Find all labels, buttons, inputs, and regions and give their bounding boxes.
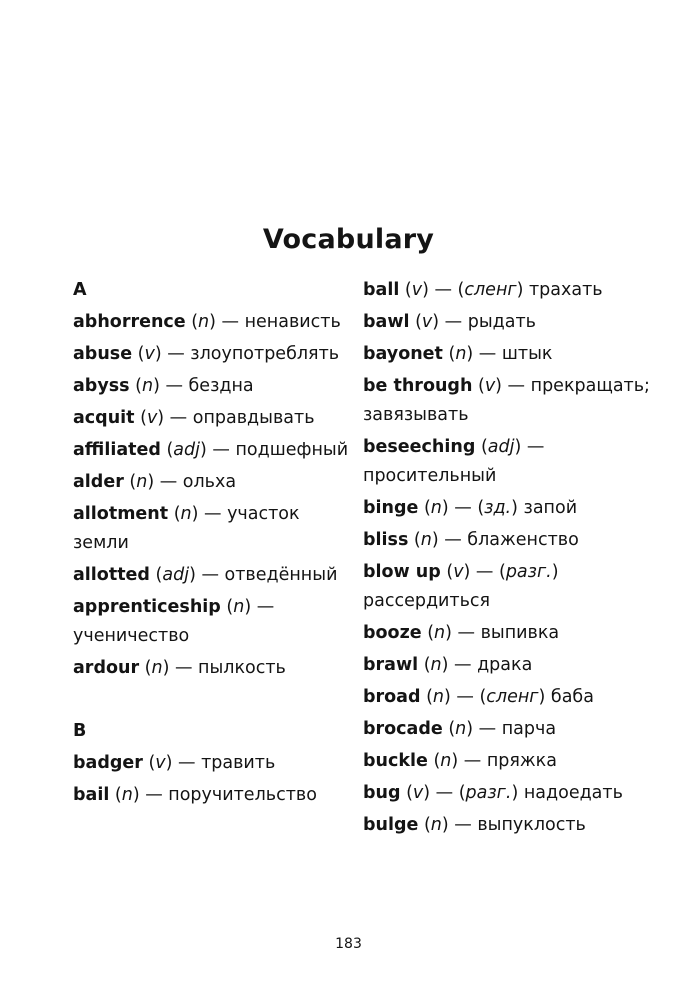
definition: прекращать; завязывать [363, 376, 650, 425]
vocab-entry: be through (v) — прекращать; завязывать [363, 376, 650, 425]
headword: booze [363, 623, 422, 643]
definition: ольха [182, 472, 237, 492]
headword: allotment [73, 504, 169, 524]
usage-note: зд. [484, 498, 512, 518]
vocab-entry: ardour (n) — пылкость [73, 658, 286, 678]
vocab-entry: binge (n) — (зд.) запой [363, 498, 578, 518]
headword: badger [73, 753, 143, 773]
vocabulary-column-left [73, 276, 358, 813]
headword: bail [73, 785, 110, 805]
headword: abuse [73, 344, 133, 364]
part-of-speech: n [151, 658, 163, 678]
vocab-entry: abyss (n) — бездна [73, 376, 254, 396]
definition: штык [501, 344, 553, 364]
headword: binge [363, 498, 419, 518]
part-of-speech: n [121, 785, 133, 805]
definition: запой [523, 498, 578, 518]
definition: выпивка [480, 623, 560, 643]
part-of-speech: adj [173, 440, 200, 460]
definition: просительный [363, 466, 497, 486]
vocab-entry: buckle (n) — пряжка [363, 751, 557, 771]
vocabulary-column-right [363, 276, 683, 843]
vocab-entry: apprenticeship (n) — ученичество [73, 597, 275, 646]
vocab-entry: abuse (v) — злоупотреблять [73, 344, 340, 364]
vocab-entry: affiliated (adj) — подшефный [73, 440, 349, 460]
vocab-entry: blow up (v) — (разг.) рассердиться [363, 562, 559, 611]
definition: участок земли [73, 504, 300, 553]
headword: affiliated [73, 440, 161, 460]
definition: надоедать [523, 783, 623, 803]
headword: abhorrence [73, 312, 186, 332]
part-of-speech: n [141, 376, 154, 396]
page-number: 183 [335, 936, 362, 952]
part-of-speech: adj [162, 565, 190, 585]
definition: рыдать [467, 312, 536, 332]
part-of-speech: v [411, 280, 423, 300]
vocab-entry: beseeching (adj) — просительный [363, 437, 545, 486]
part-of-speech: v [146, 408, 158, 428]
section-letter-b: B [73, 721, 87, 741]
part-of-speech: adj [487, 437, 515, 457]
definition: оправдывать [192, 408, 315, 428]
vocab-entry: bawl (v) — рыдать [363, 312, 536, 332]
usage-note: разг. [505, 562, 552, 582]
definition: трахать [528, 280, 603, 300]
definition: ненависть [244, 312, 341, 332]
headword: bliss [363, 530, 409, 550]
headword: blow up [363, 562, 441, 582]
entry-list-b-right [363, 276, 683, 840]
usage-note: сленг [486, 687, 539, 707]
headword: acquit [73, 408, 135, 428]
headword: abyss [73, 376, 130, 396]
section-letter-a: A [73, 280, 87, 300]
vocab-entry: abhorrence (n) — ненависть [73, 312, 341, 332]
vocab-entry: bail (n) — поручительство [73, 785, 317, 805]
definition: выпуклость [477, 815, 586, 835]
vocab-entry: bliss (n) — блаженство [363, 530, 579, 550]
vocab-entry: booze (n) — выпивка [363, 623, 560, 643]
part-of-speech: v [453, 562, 464, 582]
definition: парча [501, 719, 557, 739]
vocab-entry: bug (v) — (разг.) надоедать [363, 783, 623, 803]
headword: bulge [363, 815, 419, 835]
vocab-entry: bulge (n) — выпуклость [363, 815, 586, 835]
headword: ardour [73, 658, 140, 678]
part-of-speech: v [484, 376, 496, 396]
part-of-speech: n [455, 719, 467, 739]
headword: ball [363, 280, 400, 300]
part-of-speech: n [432, 687, 445, 707]
vocab-entry: broad (n) — (сленг) баба [363, 687, 594, 707]
part-of-speech: v [144, 344, 155, 364]
vocab-entry: alder (n) — ольха [73, 472, 237, 492]
usage-note: разг. [465, 783, 512, 803]
vocab-entry: brawl (n) — драка [363, 655, 533, 675]
part-of-speech: n [430, 815, 442, 835]
part-of-speech: n [420, 530, 432, 550]
headword: bawl [363, 312, 410, 332]
page-title: Vocabulary [262, 224, 435, 255]
definition: подшефный [235, 440, 349, 460]
definition: отведённый [224, 565, 338, 585]
definition: баба [550, 687, 594, 707]
headword: buckle [363, 751, 428, 771]
entry-list-b-left [73, 749, 358, 810]
part-of-speech: n [455, 344, 467, 364]
vocab-entry: allotment (n) — участок земли [73, 504, 300, 553]
definition: пряжка [486, 751, 557, 771]
part-of-speech: n [440, 751, 452, 771]
headword: bug [363, 783, 401, 803]
part-of-speech: n [198, 312, 210, 332]
part-of-speech: n [136, 472, 148, 492]
definition: рассердиться [363, 591, 491, 611]
headword: broad [363, 687, 421, 707]
headword: bayonet [363, 344, 443, 364]
vocab-entry: allotted (adj) — отведённый [73, 565, 338, 585]
part-of-speech: n [233, 597, 245, 617]
definition: пылкость [198, 658, 286, 678]
vocab-entry: acquit (v) — оправдывать [73, 408, 315, 428]
headword: allotted [73, 565, 150, 585]
definition: злоупотреблять [190, 344, 340, 364]
definition: блаженство [467, 530, 579, 550]
definition: драка [477, 655, 533, 675]
headword: apprenticeship [73, 597, 221, 617]
part-of-speech: v [421, 312, 433, 332]
part-of-speech: n [430, 655, 442, 675]
usage-note: сленг [464, 280, 517, 300]
headword: be through [363, 376, 473, 396]
vocab-entry: bayonet (n) — штык [363, 344, 553, 364]
part-of-speech: v [155, 753, 166, 773]
definition: травить [201, 753, 276, 773]
vocab-entry: ball (v) — (сленг) трахать [363, 280, 603, 300]
vocab-entry: badger (v) — травить [73, 753, 276, 773]
definition: ученичество [73, 626, 190, 646]
part-of-speech: n [430, 498, 442, 518]
headword: brawl [363, 655, 419, 675]
definition: бездна [188, 376, 254, 396]
entry-list-a [73, 308, 358, 683]
headword: brocade [363, 719, 443, 739]
headword: beseeching [363, 437, 476, 457]
definition: поручительство [168, 785, 317, 805]
part-of-speech: n [180, 504, 192, 524]
part-of-speech: n [434, 623, 446, 643]
headword: alder [73, 472, 124, 492]
vocab-entry: brocade (n) — парча [363, 719, 557, 739]
part-of-speech: v [412, 783, 424, 803]
